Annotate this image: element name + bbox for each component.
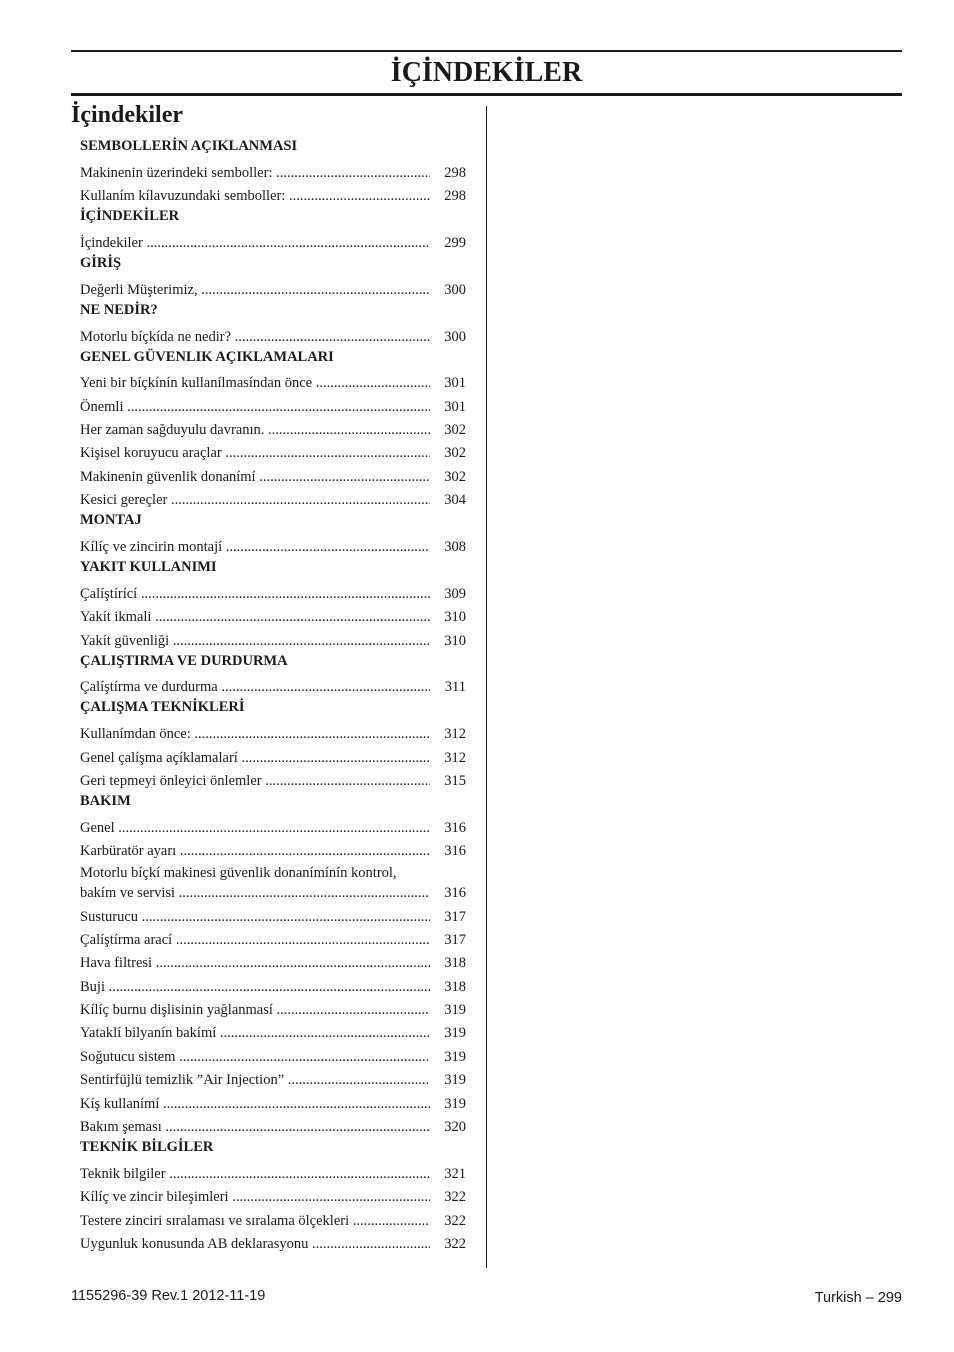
toc-entry-text: Yeni bir bíçkínín kullanílmasíndan önce .....	[80, 373, 430, 393]
toc-entry[interactable]	[80, 534, 466, 557]
toc-section-heading: NE NEDİR?	[80, 301, 158, 318]
header-top-rule	[71, 50, 902, 52]
toc-entry-text: İçindekiler .....	[80, 233, 430, 253]
toc-entry-page: 319	[444, 1002, 466, 1019]
table-of-contents	[80, 136, 466, 1254]
toc-entry-page: 299	[444, 234, 466, 251]
toc-entry-page: 319	[444, 1072, 466, 1089]
toc-entry[interactable]	[80, 323, 466, 346]
toc-section-heading: GİRİŞ	[80, 254, 122, 271]
toc-entry[interactable]	[80, 604, 466, 627]
toc-entry-text: Makinenin güvenlik donanímí .....	[80, 467, 430, 487]
toc-entry-page: 319	[444, 1095, 466, 1112]
toc-entry-text: Hava filtresi .....	[80, 953, 430, 973]
toc-entry-page: 312	[444, 749, 466, 766]
toc-entry-page: 318	[444, 978, 466, 995]
toc-entry[interactable]	[80, 1207, 466, 1230]
toc-entry-text: Değerli Müşterimiz, .....	[80, 280, 430, 300]
toc-entry-page: 308	[444, 539, 466, 556]
toc-entry[interactable]	[80, 674, 466, 697]
toc-entry[interactable]	[80, 768, 466, 791]
toc-entry[interactable]	[80, 927, 466, 950]
toc-entry-page: 302	[444, 422, 466, 439]
toc-entry[interactable]	[80, 183, 466, 206]
toc-section-heading: TEKNİK BİLGİLER	[80, 1139, 214, 1156]
toc-entry-text-line2: bakím ve servisi .....	[80, 883, 430, 903]
toc-entry-page: 319	[444, 1025, 466, 1042]
toc-entry-text: Uygunluk konusunda AB deklarasyonu .....	[80, 1234, 430, 1254]
page-header-title: İÇİNDEKİLER	[390, 57, 583, 88]
toc-entry-text: Yataklí bilyanín bakímí .....	[80, 1023, 430, 1043]
toc-entry-text: Kílíç ve zincirin montají .....	[80, 537, 430, 557]
toc-entry[interactable]	[80, 440, 466, 463]
toc-entry-page: 322	[444, 1235, 466, 1252]
toc-entry-page: 310	[444, 632, 466, 649]
toc-entry-text: Çalíştírící .....	[80, 584, 430, 604]
toc-entry-text: Yakít güvenliği .....	[80, 631, 430, 651]
toc-entry-text: Karbüratör ayarı .....	[80, 841, 430, 861]
toc-entry[interactable]	[80, 1043, 466, 1066]
toc-entry-text: Yakít ikmali .....	[80, 607, 430, 627]
toc-entry[interactable]	[80, 463, 466, 486]
toc-entry-page: 310	[444, 609, 466, 626]
toc-entry-text: Çalíştírma arací .....	[80, 930, 430, 950]
toc-entry-text: Sentirfüjlü temizlik ”Air Injection” .....	[80, 1070, 430, 1090]
toc-section-heading: YAKIT KULLANIMI	[80, 559, 217, 576]
toc-entry[interactable]	[80, 1160, 466, 1183]
toc-entry-text: Testere zinciri sıralaması ve sıralama ölçekleri .....	[80, 1211, 430, 1231]
toc-entry-text: Her zaman sağduyulu davranın. .....	[80, 420, 430, 440]
toc-entry-page: 298	[444, 164, 466, 181]
toc-section-heading: MONTAJ	[80, 512, 142, 529]
toc-entry[interactable]	[80, 627, 466, 650]
toc-entry-page: 320	[444, 1119, 466, 1136]
header-bottom-rule	[71, 93, 902, 96]
toc-entry-page: 301	[444, 375, 466, 392]
toc-entry-text	[80, 863, 430, 903]
toc-entry-page: 301	[444, 398, 466, 415]
toc-entry-page: 300	[444, 281, 466, 298]
toc-section-heading: ÇALIŞTIRMA VE DURDURMA	[80, 652, 288, 669]
toc-entry-text: Kullaním kílavuzundaki semboller: .....	[80, 186, 430, 206]
toc-entry[interactable]	[80, 393, 466, 416]
toc-entry-page: 317	[444, 931, 466, 948]
toc-entry-text: Kíş kullanímí .....	[80, 1094, 430, 1114]
toc-entry[interactable]	[80, 1090, 466, 1113]
toc-entry-text: Çalíştírma ve durdurma .....	[80, 677, 430, 697]
toc-entry-page: 304	[444, 492, 466, 509]
toc-entry-text: Motorlu bíçkída ne nedir? .....	[80, 327, 430, 347]
toc-entry-text: Genel çalíşma açíklamalarí .....	[80, 748, 430, 768]
toc-entry[interactable]	[80, 861, 466, 903]
toc-entry-page: 322	[444, 1212, 466, 1229]
footer-page-label: Turkish – 299	[814, 1290, 902, 1306]
toc-entry-text: Kílíç ve zincir bileşimleri .....	[80, 1187, 430, 1207]
toc-entry-page: 316	[444, 843, 466, 860]
toc-entry-text: Bakım şeması .....	[80, 1117, 430, 1137]
section-title: İçindekiler	[71, 102, 183, 128]
toc-entry-page: 309	[444, 585, 466, 602]
toc-entry[interactable]	[80, 1067, 466, 1090]
toc-entry[interactable]	[80, 973, 466, 996]
toc-entry-page: 322	[444, 1189, 466, 1206]
toc-entry[interactable]	[80, 370, 466, 393]
toc-entry-page: 319	[444, 1048, 466, 1065]
toc-entry-page: 315	[444, 772, 466, 789]
toc-entry[interactable]	[80, 1231, 466, 1254]
toc-entry-text: Genel .....	[80, 818, 430, 838]
toc-entry-page: 298	[444, 188, 466, 205]
toc-entry[interactable]	[80, 1114, 466, 1137]
toc-entry[interactable]	[80, 997, 466, 1020]
column-divider	[486, 106, 487, 1268]
toc-entry[interactable]	[80, 159, 466, 182]
toc-entry[interactable]	[80, 721, 466, 744]
toc-entry-page: 311	[444, 679, 466, 696]
toc-section-heading: GENEL GÜVENLIK AÇIKLAMALARI	[80, 348, 334, 365]
toc-entry[interactable]	[80, 838, 466, 861]
toc-entry[interactable]	[80, 744, 466, 767]
toc-entry[interactable]	[80, 487, 466, 510]
toc-entry-page: 312	[444, 726, 466, 743]
toc-entry-page: 316	[444, 819, 466, 836]
toc-entry[interactable]	[80, 1184, 466, 1207]
toc-entry-page: 317	[444, 908, 466, 925]
footer-doc-number: 1155296-39 Rev.1 2012-11-19	[71, 1288, 266, 1304]
toc-entry-text: Önemli .....	[80, 397, 430, 417]
toc-entry[interactable]	[80, 1020, 466, 1043]
toc-section-heading: BAKIM	[80, 792, 131, 809]
toc-section-heading: ÇALIŞMA TEKNİKLERİ	[80, 699, 245, 716]
toc-entry-text-line1: Motorlu bíçkí makinesi güvenlik donanímínín kontrol,	[80, 865, 397, 882]
toc-entry[interactable]	[80, 814, 466, 837]
toc-entry-page: 318	[444, 955, 466, 972]
toc-entry-text: Kesici gereçler .....	[80, 490, 430, 510]
toc-entry-text: Buji .....	[80, 977, 430, 997]
toc-entry-text: Soğutucu sistem .....	[80, 1047, 430, 1067]
toc-entry[interactable]	[80, 950, 466, 973]
toc-entry-page: 300	[444, 328, 466, 345]
toc-section-heading: İÇİNDEKİLER	[80, 208, 180, 225]
toc-entry-text: Teknik bilgiler .....	[80, 1164, 430, 1184]
toc-entry-page: 321	[444, 1165, 466, 1182]
toc-entry-text: Susturucu .....	[80, 907, 430, 927]
toc-entry-page: 302	[444, 468, 466, 485]
toc-entry[interactable]	[80, 580, 466, 603]
toc-entry-text: Kílíç burnu dişlisinin yağlanmasí .....	[80, 1000, 430, 1020]
toc-entry[interactable]	[80, 276, 466, 299]
toc-entry-text: Geri tepmeyi önleyici önlemler .....	[80, 771, 430, 791]
toc-section-heading: SEMBOLLERİN AÇIKLANMASI	[80, 138, 298, 154]
toc-entry-text: Makinenin üzerindeki semboller: .....	[80, 163, 430, 183]
toc-entry[interactable]	[80, 417, 466, 440]
toc-entry[interactable]	[80, 903, 466, 926]
toc-entry-text: Kişisel koruyucu araçlar .....	[80, 443, 430, 463]
toc-entry-page: 302	[444, 445, 466, 462]
toc-entry[interactable]	[80, 230, 466, 253]
toc-entry-text: Kullanímdan önce: .....	[80, 724, 430, 744]
toc-entry-page: 316	[444, 885, 466, 902]
